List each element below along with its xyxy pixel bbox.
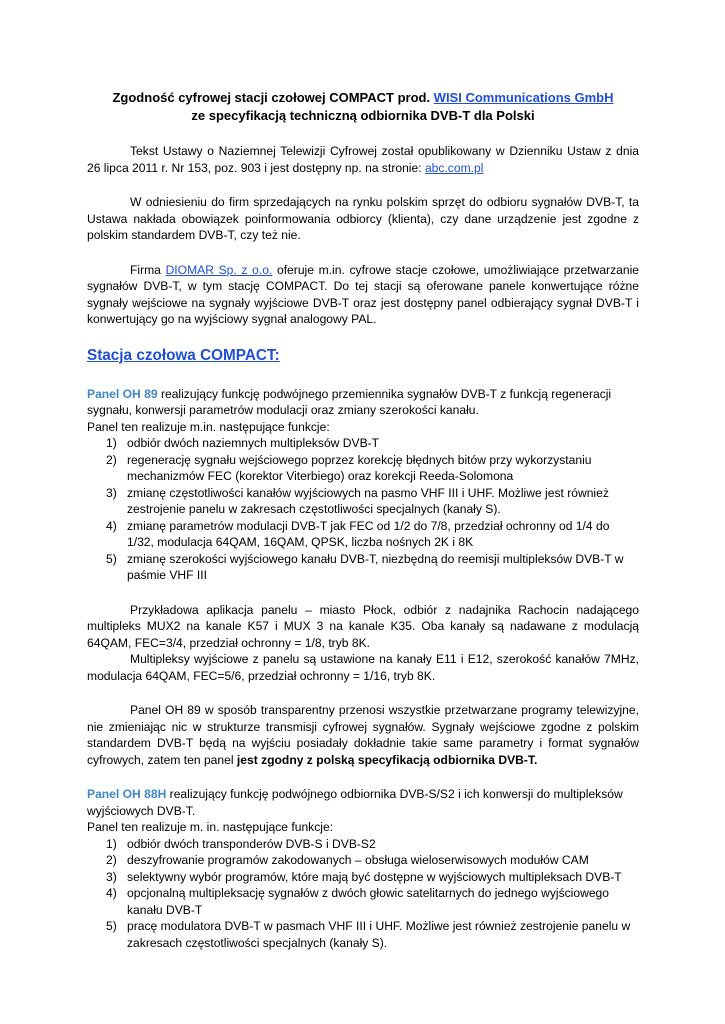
list-item-text: opcjonalną multipleksację sygnałów z dwóch głowic satelitarnych do jednego wyjściowego kanału DVB-T <box>127 886 609 917</box>
panel-oh89-intro <box>87 386 639 419</box>
list-item-number: 2) <box>106 853 117 867</box>
conclusion-text: Panel OH 89 w sposób transparentny przenosi wszystkie przetwarzane programy telewizyjne, nie zmieniając nic w strukturze transmisji cyfrowej sygnałów. Sygnały wejściowe zgodne z polskim standardem DVB-T będą na wyjściu posiadały dokładnie takie same parametry i format sygnałów cyfrowych, zatem ten panel <box>87 703 639 767</box>
list-item-text: odbiór dwóch transponderów DVB-S i DVB-S2 <box>127 836 376 851</box>
list-item-number: 4) <box>106 886 117 900</box>
list-item <box>87 485 639 518</box>
panel-oh88h-description: realizujący funkcję podwójnego odbiornika DVB-S/S2 i ich konwersji do multipleksów wyjściowych DVB-T. <box>87 787 623 818</box>
list-item <box>87 885 639 918</box>
list-item-text: zmianę szerokości wyjściowego kanału DVB-T, niezbędną do reemisji multipleksów DVB-T w paśmie VHF III <box>127 551 624 582</box>
list-item-number: 5) <box>106 919 117 933</box>
panel-oh89-function-list <box>87 435 639 584</box>
list-item-text: selektywny wybór programów, które mają być dostępne w wyjściowych multipleksach DVB-T <box>127 869 622 884</box>
document-subtitle: ze specyfikacją techniczną odbiornika DVB-T dla Polski <box>191 108 535 123</box>
panel-oh88h-functions-intro: Panel ten realizuje m. in. następujące funkcje: <box>87 820 334 834</box>
list-item-text: zmianę częstotliwości kanałów wyjściowych na pasmo VHF III i UHF. Możliwe jest również zestrojenie panelu w zakresach częstotliwości specjalnych (kanały S). <box>127 485 609 516</box>
document-title <box>87 89 639 107</box>
paragraph-example-output: Multipleksy wyjściowe z panelu są ustawione na kanały E11 i E12, szerokość kanałów 7MHz, modulacja 64QAM, FEC=5/6, przedział ochronny = 1/16, tryb 8K. <box>87 652 639 683</box>
list-item <box>87 435 639 452</box>
panel-oh89-functions-intro: Panel ten realizuje m.in. następujące funkcje: <box>87 419 330 434</box>
panel-oh89-description: realizujący funkcję podwójnego przemiennika sygnałów DVB-T z funkcją regeneracji sygnału, konwersji parametrów modulacji oraz zmiany szerokości kanału. <box>87 386 612 417</box>
paragraph-law <box>87 143 639 176</box>
list-item-text: odbiór dwóch naziemnych multipleksów DVB-T <box>127 436 380 450</box>
paragraph-example-plock: Przykładowa aplikacja panelu – miasto Płock, odbiór z nadajnika Rachocin nadającego multipleks MUX2 na kanale K57 i MUX 3 na kanale K35. Oba kanały są nadawane z modulacją 64QAM, FEC=3/4, przedział ochronny = 1/8, tryb 8K. <box>87 602 639 650</box>
list-item-number: 1) <box>106 436 117 450</box>
list-item-text: pracę modulatora DVB-T w pasmach VHF III i UHF. Możliwe jest również zestrojenie panelu w zakresach częstotliwości specjalnych (kanały S). <box>127 919 631 950</box>
list-item <box>87 869 639 886</box>
panel-oh88h-name: Panel OH 88H <box>87 787 167 801</box>
list-item <box>87 836 639 853</box>
panel-oh89-name: Panel OH 89 <box>87 386 158 401</box>
list-item-text: deszyfrowanie programów zakodowanych – obsługa wieloserwisowych modułów CAM <box>127 853 589 867</box>
panel-oh88h-function-list <box>87 836 639 952</box>
list-item-number: 1) <box>106 836 117 851</box>
list-item <box>87 518 639 551</box>
paragraph-oh89-conclusion <box>87 702 639 768</box>
document-content <box>87 89 639 951</box>
title-text: Zgodność cyfrowej stacji czołowej COMPACT prod. <box>112 90 434 105</box>
list-item-number: 5) <box>106 551 117 566</box>
list-item <box>87 918 639 951</box>
paragraph-diomar <box>87 262 639 328</box>
list-item <box>87 551 639 584</box>
list-item-text: regenerację sygnału wejściowego poprzez korekcję błędnych bitów przy wykorzystaniu mechanizmów FEC (korektor Viterbiego) oraz korekcji Reeda-Solomona <box>127 452 592 483</box>
list-item-number: 3) <box>106 869 117 884</box>
diomar-link[interactable]: DIOMAR Sp. z o.o. <box>165 262 273 277</box>
list-item-number: 3) <box>106 485 117 500</box>
panel-oh88h-intro <box>87 786 639 819</box>
conclusion-bold-text: jest zgodny z polską specyfikacją odbiornika DVB-T. <box>236 752 538 767</box>
abc-link[interactable]: abc.com.pl <box>424 160 484 175</box>
list-item-text: zmianę parametrów modulacji DVB-T jak FEC od 1/2 do 7/8, przedział ochronny od 1/4 do 1/32, modulacja 64QAM, 16QAM, QPSK, liczba nośnych 2K i 8K <box>127 518 610 549</box>
section-heading-compact[interactable]: Stacja czołowa COMPACT: <box>87 346 280 364</box>
list-item <box>87 452 639 485</box>
diomar-text: oferuje m.in. cyfrowe stacje czołowe, umożliwiające przetwarzanie sygnałów DVB-T, w tym stację COMPACT. Do tej stacji są oferowane panele konwertujące różne sygnały wejściowe na sygnały wyjściowe DVB-T oraz jest dostępny panel odbierający sygnał DVB-T i konwertujący go na wyjściowy sygnał analogowy PAL. <box>87 262 640 326</box>
wisi-link[interactable]: WISI Communications GmbH <box>433 90 614 105</box>
list-item <box>87 852 639 869</box>
diomar-prefix: Firma <box>130 262 166 277</box>
paragraph-obligation: W odniesieniu do firm sprzedających na rynku polskim sprzęt do odbioru sygnałów DVB-T, ta Ustawa nakłada obowiązek poinformowania odbiorcy (klienta), czy dane urządzenie jest zgodne z polskim standardem DVB-T, czy też nie. <box>87 195 639 242</box>
paragraph-law-text: Tekst Ustawy o Naziemnej Telewizji Cyfrowej został opublikowany w Dzienniku Ustaw z dnia 26 lipca 2011 r. Nr 153, poz. 903 i jest dostępny np. na stronie: <box>87 144 639 175</box>
list-item-number: 4) <box>106 518 117 533</box>
list-item-number: 2) <box>106 452 117 467</box>
